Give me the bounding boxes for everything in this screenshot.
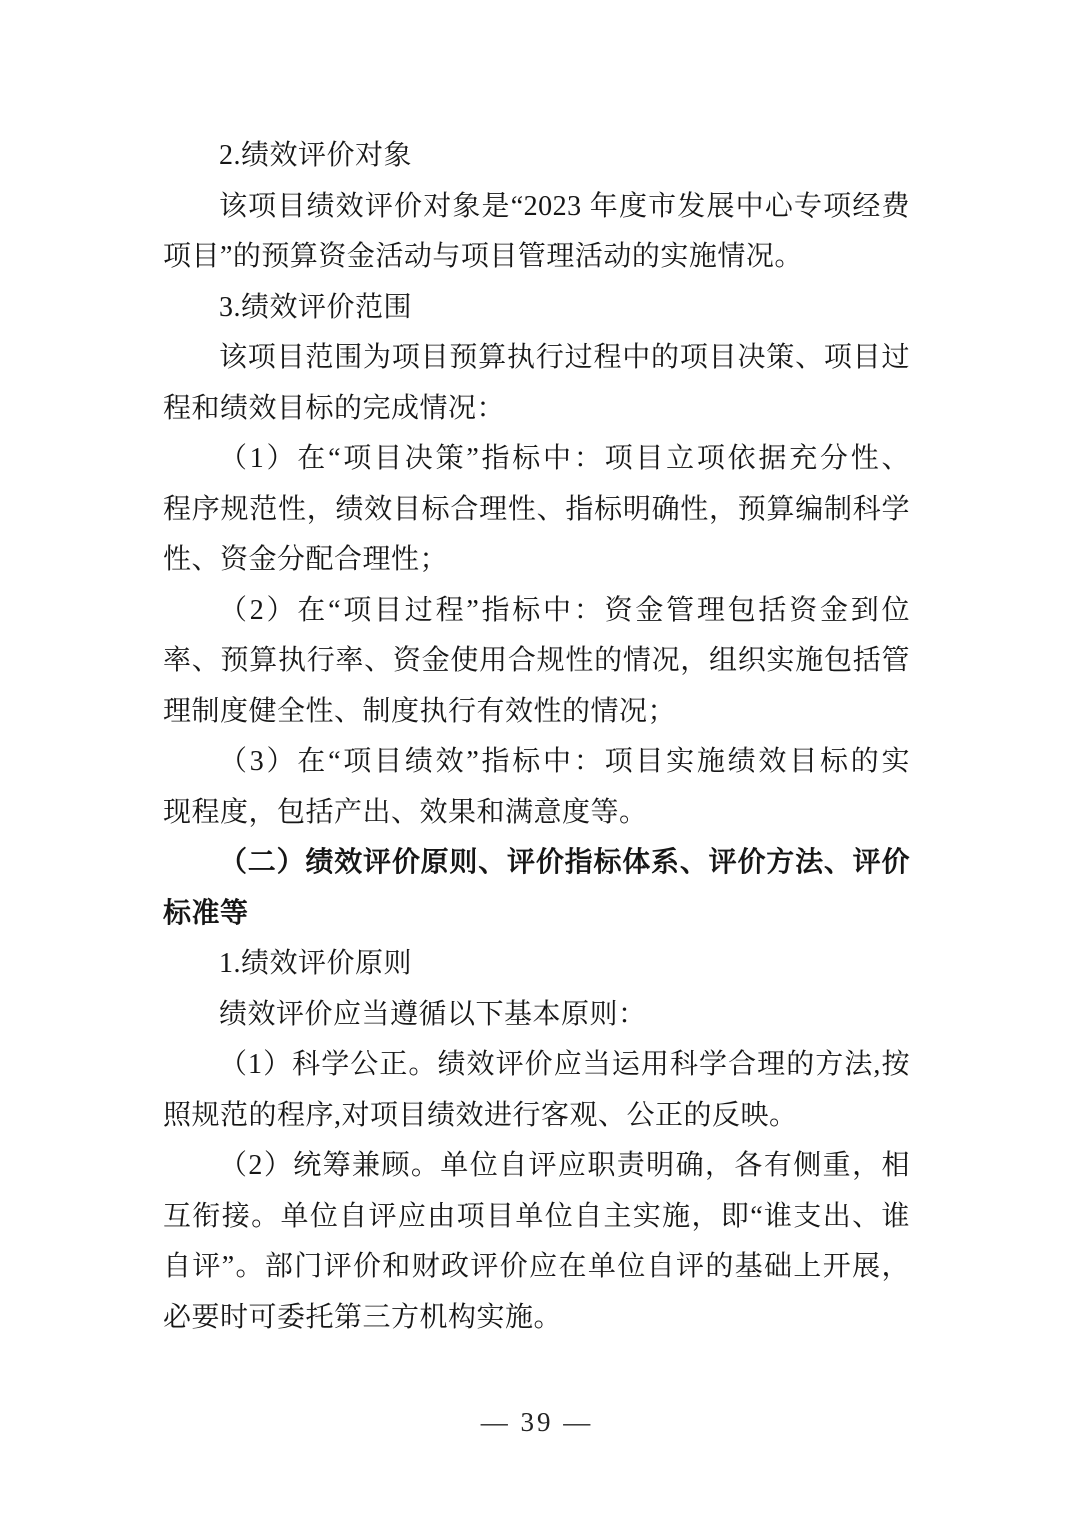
text-line-item-1: （1）在“项目决策”指标中：项目立项依据充分性、 — [219, 443, 910, 474]
text-line-heading-3: 3.绩效评价范围 — [219, 291, 413, 323]
text-line: 性、资金分配合理性； — [163, 544, 449, 575]
text-line: 绩效评价应当遵循以下基本原则： — [219, 998, 647, 1030]
text-line: 该项目范围为项目预算执行过程中的项目决策、项目过 — [219, 342, 910, 373]
text-line: 程序规范性，绩效目标合理性、指标明确性，预算编制科学 — [163, 493, 910, 525]
text-line: 程和绩效目标的完成情况： — [163, 392, 506, 424]
text-line: 该项目绩效评价对象是“2023 年度市发展中心专项经费 — [219, 190, 910, 222]
document-body — [163, 131, 910, 1343]
text-line-principle-2: （2）统筹兼顾。单位自评应职责明确，各有侧重，相 — [219, 1150, 910, 1181]
text-line-item-3: （3）在“项目绩效”指标中：项目实施绩效目标的实 — [219, 746, 910, 777]
text-line: 理制度健全性、制度执行有效性的情况； — [163, 695, 677, 727]
text-line-section-heading: （二）绩效评价原则、评价指标体系、评价方法、评价 — [219, 847, 910, 878]
text-line-section-heading-cont: 标准等 — [163, 897, 249, 929]
text-line: 自评”。部门评价和财政评价应在单位自评的基础上开展， — [163, 1251, 910, 1282]
text-line-principle-1: （1）科学公正。绩效评价应当运用科学合理的方法,按 — [219, 1049, 910, 1080]
text-line: 率、预算执行率、资金使用合规性的情况，组织实施包括管 — [163, 645, 910, 676]
text-line-heading-1: 1.绩效评价原则 — [219, 948, 413, 979]
text-line: 必要时可委托第三方机构实施。 — [163, 1301, 563, 1333]
text-line-heading-2: 2.绩效评价对象 — [219, 140, 413, 171]
text-line: 项目”的预算资金活动与项目管理活动的实施情况。 — [163, 241, 803, 272]
text-line: 照规范的程序,对项目绩效进行客观、公正的反映。 — [163, 1099, 798, 1131]
text-line-item-2: （2）在“项目过程”指标中：资金管理包括资金到位 — [219, 594, 910, 626]
page-number: — 39 — — [480, 1407, 594, 1437]
text-line: 互衔接。单位自评应由项目单位自主实施，即“谁支出、谁 — [163, 1200, 910, 1232]
text-line: 现程度，包括产出、效果和满意度等。 — [163, 796, 648, 828]
